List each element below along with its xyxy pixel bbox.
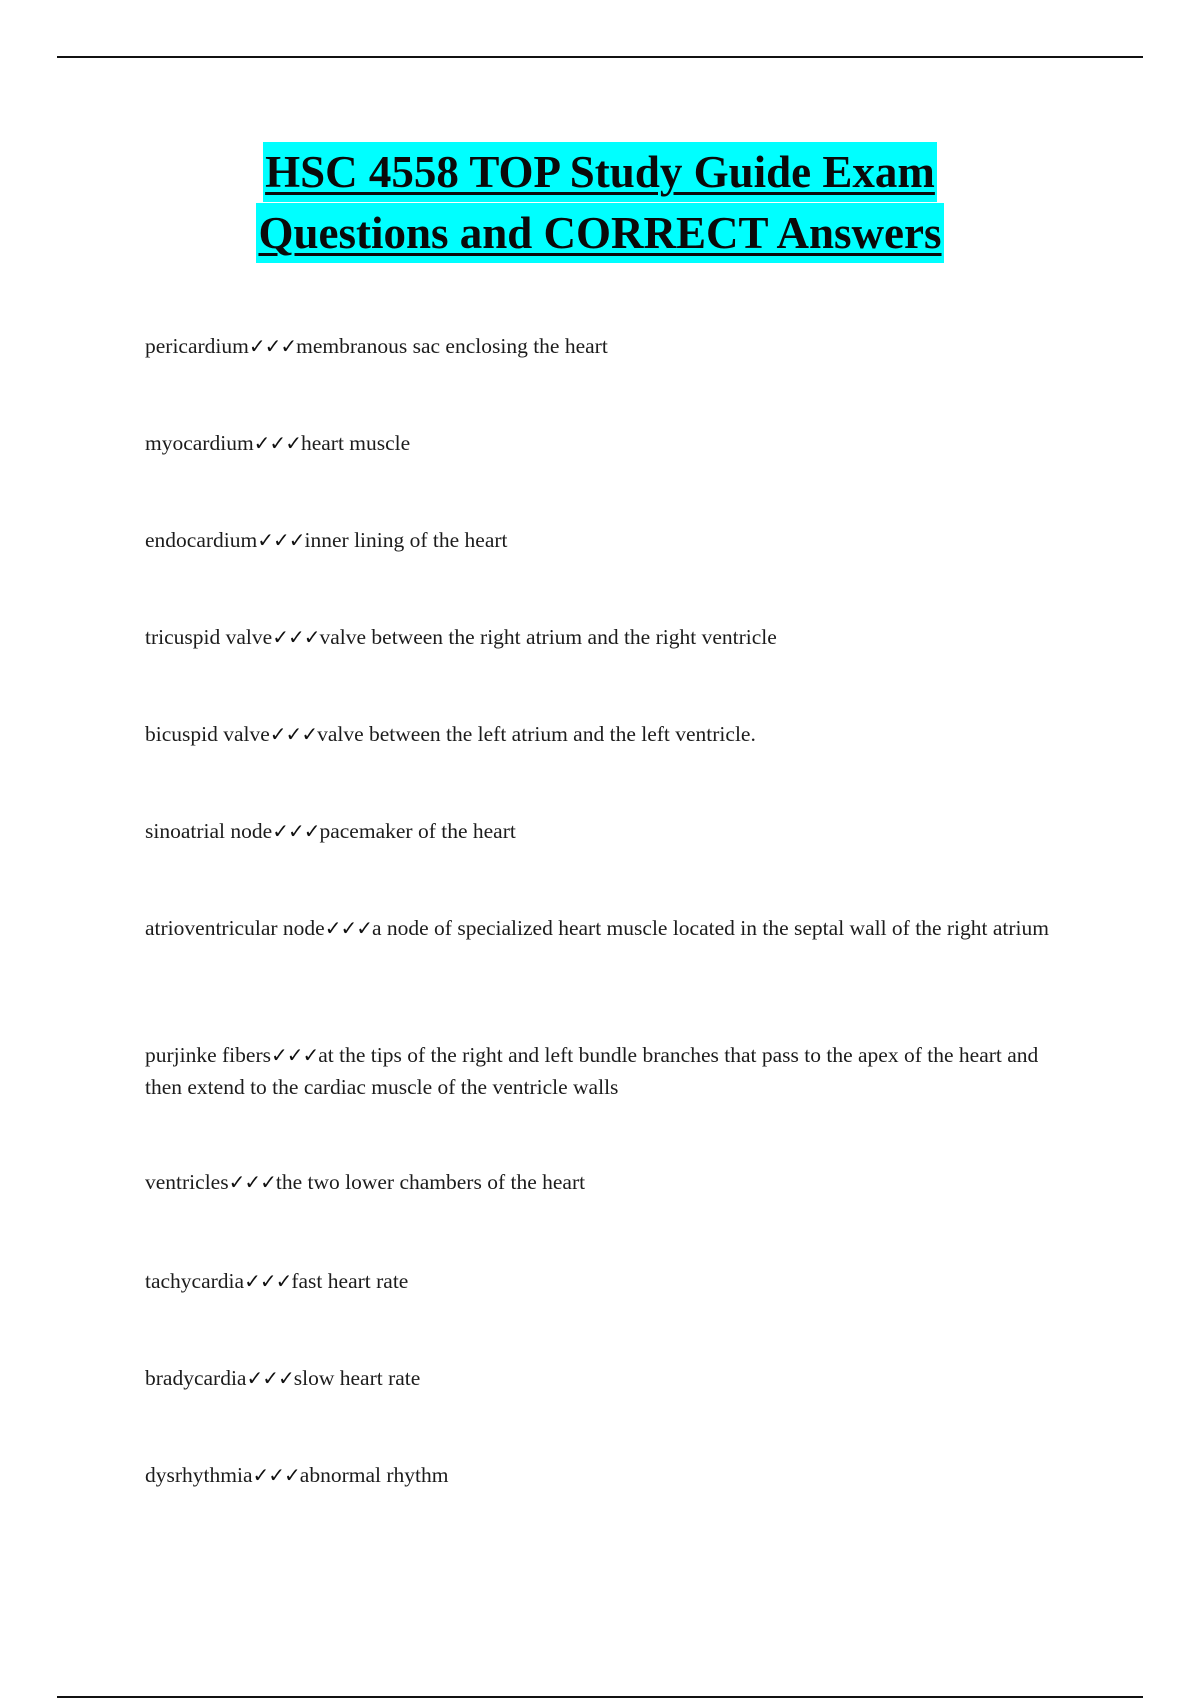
entry-definition: valve between the left atrium and the left ventricle. [317,722,756,746]
entry-definition: slow heart rate [293,1366,421,1390]
entry-term: sinoatrial node [145,819,273,843]
entry-term: atrioventricular node [145,916,325,940]
entry-term: tricuspid valve [145,625,273,649]
check-marks-icon: ✓✓✓ [324,916,372,940]
check-marks-icon: ✓✓✓ [228,1170,276,1194]
term-entry [145,524,1065,556]
term-entry [145,1166,1065,1198]
check-marks-icon: ✓✓✓ [269,722,318,746]
entry-definition: pacemaker of the heart [319,819,516,843]
check-marks-icon: ✓✓✓ [272,819,320,843]
entry-definition: membranous sac enclosing the heart [296,334,608,358]
title-line-1: HSC 4558 TOP Study Guide Exam [263,142,937,202]
entry-definition: inner lining of the heart [304,528,508,552]
term-entry [145,621,1065,653]
entry-definition: heart muscle [300,431,411,455]
entry-term: purjinke fibers [145,1043,271,1067]
check-marks-icon: ✓✓✓ [248,334,297,358]
entry-definition: at the tips of the right and left bundle branches that pass to the apex of the heart and then extend to the cardiac muscle of the ventricle walls [145,1043,1039,1099]
document-title [0,142,1200,264]
bottom-rule [57,1696,1143,1698]
entry-definition: the two lower chambers of the heart [275,1170,586,1194]
term-entry [145,427,1065,459]
term-entry [145,1039,1065,1103]
term-entry [145,912,1065,944]
entry-term: ventricles [145,1170,229,1194]
check-marks-icon: ✓✓✓ [270,1043,319,1067]
entry-definition: valve between the right atrium and the right ventricle [319,625,777,649]
entry-term: pericardium [145,334,249,358]
title-line-2: Questions and CORRECT Answers [256,203,943,263]
entry-definition: fast heart rate [291,1269,409,1293]
term-entry [145,815,1065,847]
entry-term: myocardium [145,431,254,455]
entry-term: bicuspid valve [145,722,270,746]
term-entry [145,1459,1065,1491]
check-marks-icon: ✓✓✓ [257,528,305,552]
entry-definition: a node of specialized heart muscle located in the septal wall of the right atrium [371,916,1049,940]
entry-term: bradycardia [145,1366,247,1390]
check-marks-icon: ✓✓✓ [253,431,301,455]
entry-definition: abnormal rhythm [299,1463,449,1487]
entry-term: endocardium [145,528,258,552]
entry-term: tachycardia [145,1269,245,1293]
term-entry [145,1362,1065,1394]
entry-term: dysrhythmia [145,1463,253,1487]
check-marks-icon: ✓✓✓ [246,1366,294,1390]
term-entry [145,330,1065,362]
check-marks-icon: ✓✓✓ [252,1463,300,1487]
check-marks-icon: ✓✓✓ [244,1269,292,1293]
term-entry [145,718,1065,750]
check-marks-icon: ✓✓✓ [272,625,320,649]
top-rule [57,56,1143,58]
term-entry [145,1265,1065,1297]
